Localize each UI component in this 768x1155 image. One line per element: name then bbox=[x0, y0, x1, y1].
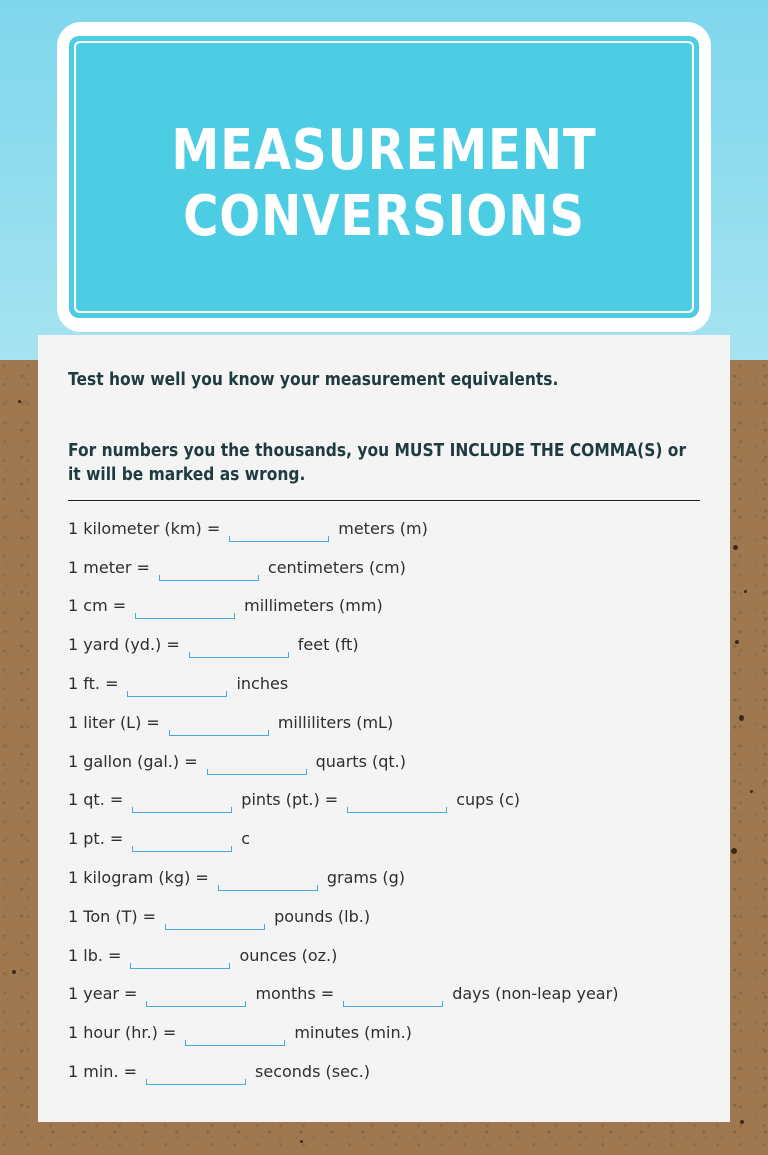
conversion-row-ton bbox=[68, 897, 708, 936]
page-title-line-1: MEASUREMENT bbox=[171, 118, 597, 183]
row-unit: seconds (sec.) bbox=[255, 1062, 371, 1082]
row-unit: pounds (lb.) bbox=[274, 906, 371, 926]
page-title bbox=[113, 118, 655, 250]
answer-blank[interactable] bbox=[133, 790, 231, 813]
answer-blank[interactable] bbox=[147, 984, 245, 1007]
answer-blank[interactable] bbox=[348, 790, 446, 813]
title-banner bbox=[69, 36, 699, 318]
sand-speck bbox=[731, 848, 737, 854]
row-prefix: 1 liter (L) = bbox=[68, 712, 160, 732]
conversion-row-quart bbox=[68, 781, 708, 820]
comma-instruction-text: For numbers you the thousands, you MUST INCLUDE THE COMMA(S) or it will be marked as wrong. bbox=[68, 440, 687, 485]
row-prefix: 1 cm = bbox=[68, 596, 127, 616]
conversion-list bbox=[68, 509, 708, 1091]
row-prefix: 1 hour (hr.) = bbox=[68, 1023, 177, 1043]
conversion-row-year bbox=[68, 975, 708, 1014]
conversion-row-minute bbox=[68, 1052, 708, 1091]
row-unit: meters (m) bbox=[338, 518, 428, 538]
conversion-row-cm bbox=[68, 587, 708, 626]
row-unit: ounces (oz.) bbox=[239, 945, 338, 965]
row-prefix: 1 gallon (gal.) = bbox=[68, 751, 198, 771]
sand-speck bbox=[733, 545, 738, 550]
row-unit: months = bbox=[255, 984, 335, 1004]
conversion-row-yard bbox=[68, 625, 708, 664]
worksheet-panel bbox=[38, 335, 730, 1122]
sand-speck bbox=[740, 1120, 744, 1124]
answer-blank[interactable] bbox=[131, 946, 229, 969]
conversion-row-pint bbox=[68, 819, 708, 858]
answer-blank[interactable] bbox=[133, 829, 231, 852]
conversion-row-ft bbox=[68, 664, 708, 703]
answer-blank[interactable] bbox=[186, 1023, 284, 1046]
sand-speck bbox=[735, 640, 739, 644]
row-prefix: 1 meter = bbox=[68, 557, 150, 577]
sand-speck bbox=[300, 1140, 303, 1143]
row-unit-2: days (non-leap year) bbox=[452, 984, 619, 1004]
row-unit: millimeters (mm) bbox=[244, 596, 383, 616]
conversion-row-pound bbox=[68, 936, 708, 975]
answer-blank[interactable] bbox=[230, 519, 328, 542]
answer-blank[interactable] bbox=[160, 558, 258, 581]
row-unit: inches bbox=[236, 674, 289, 694]
conversion-row-gallon bbox=[68, 742, 708, 781]
title-card bbox=[57, 22, 711, 332]
answer-blank[interactable] bbox=[128, 674, 226, 697]
sand-speck bbox=[18, 400, 21, 403]
sand-speck bbox=[739, 715, 744, 721]
conversion-row-liter bbox=[68, 703, 708, 742]
divider bbox=[68, 500, 700, 501]
page-title-line-2: CONVERSIONS bbox=[183, 184, 585, 249]
row-prefix: 1 year = bbox=[68, 984, 138, 1004]
sand-speck bbox=[744, 590, 747, 593]
row-prefix: 1 qt. = bbox=[68, 790, 124, 810]
row-unit: c bbox=[241, 829, 251, 849]
sand-speck bbox=[750, 790, 753, 793]
conversion-row-km bbox=[68, 509, 708, 548]
row-unit: pints (pt.) = bbox=[241, 790, 339, 810]
row-prefix: 1 min. = bbox=[68, 1062, 138, 1082]
answer-blank[interactable] bbox=[170, 713, 268, 736]
answer-blank[interactable] bbox=[208, 752, 306, 775]
answer-blank[interactable] bbox=[136, 596, 234, 619]
instruction-text: Test how well you know your measurement equivalents. bbox=[68, 369, 559, 390]
answer-blank[interactable] bbox=[166, 907, 264, 930]
row-prefix: 1 pt. = bbox=[68, 829, 124, 849]
row-unit: centimeters (cm) bbox=[267, 557, 406, 577]
row-prefix: 1 yard (yd.) = bbox=[68, 635, 180, 655]
row-unit: feet (ft) bbox=[297, 635, 359, 655]
answer-blank[interactable] bbox=[344, 984, 442, 1007]
sand-speck bbox=[12, 970, 16, 974]
conversion-row-hour bbox=[68, 1013, 708, 1052]
answer-blank[interactable] bbox=[147, 1062, 245, 1085]
row-prefix: 1 ft. = bbox=[68, 674, 119, 694]
conversion-row-kilogram bbox=[68, 858, 708, 897]
conversion-row-meter bbox=[68, 548, 708, 587]
row-prefix: 1 kilogram (kg) = bbox=[68, 868, 209, 888]
row-prefix: 1 lb. = bbox=[68, 945, 122, 965]
row-unit: quarts (qt.) bbox=[315, 751, 406, 771]
row-unit-2: cups (c) bbox=[456, 790, 521, 810]
row-prefix: 1 kilometer (km) = bbox=[68, 518, 221, 538]
answer-blank[interactable] bbox=[219, 868, 317, 891]
row-prefix: 1 Ton (T) = bbox=[68, 906, 157, 926]
row-unit: minutes (min.) bbox=[294, 1023, 412, 1043]
row-unit: milliliters (mL) bbox=[277, 712, 394, 732]
row-unit: grams (g) bbox=[326, 868, 406, 888]
answer-blank[interactable] bbox=[190, 635, 288, 658]
